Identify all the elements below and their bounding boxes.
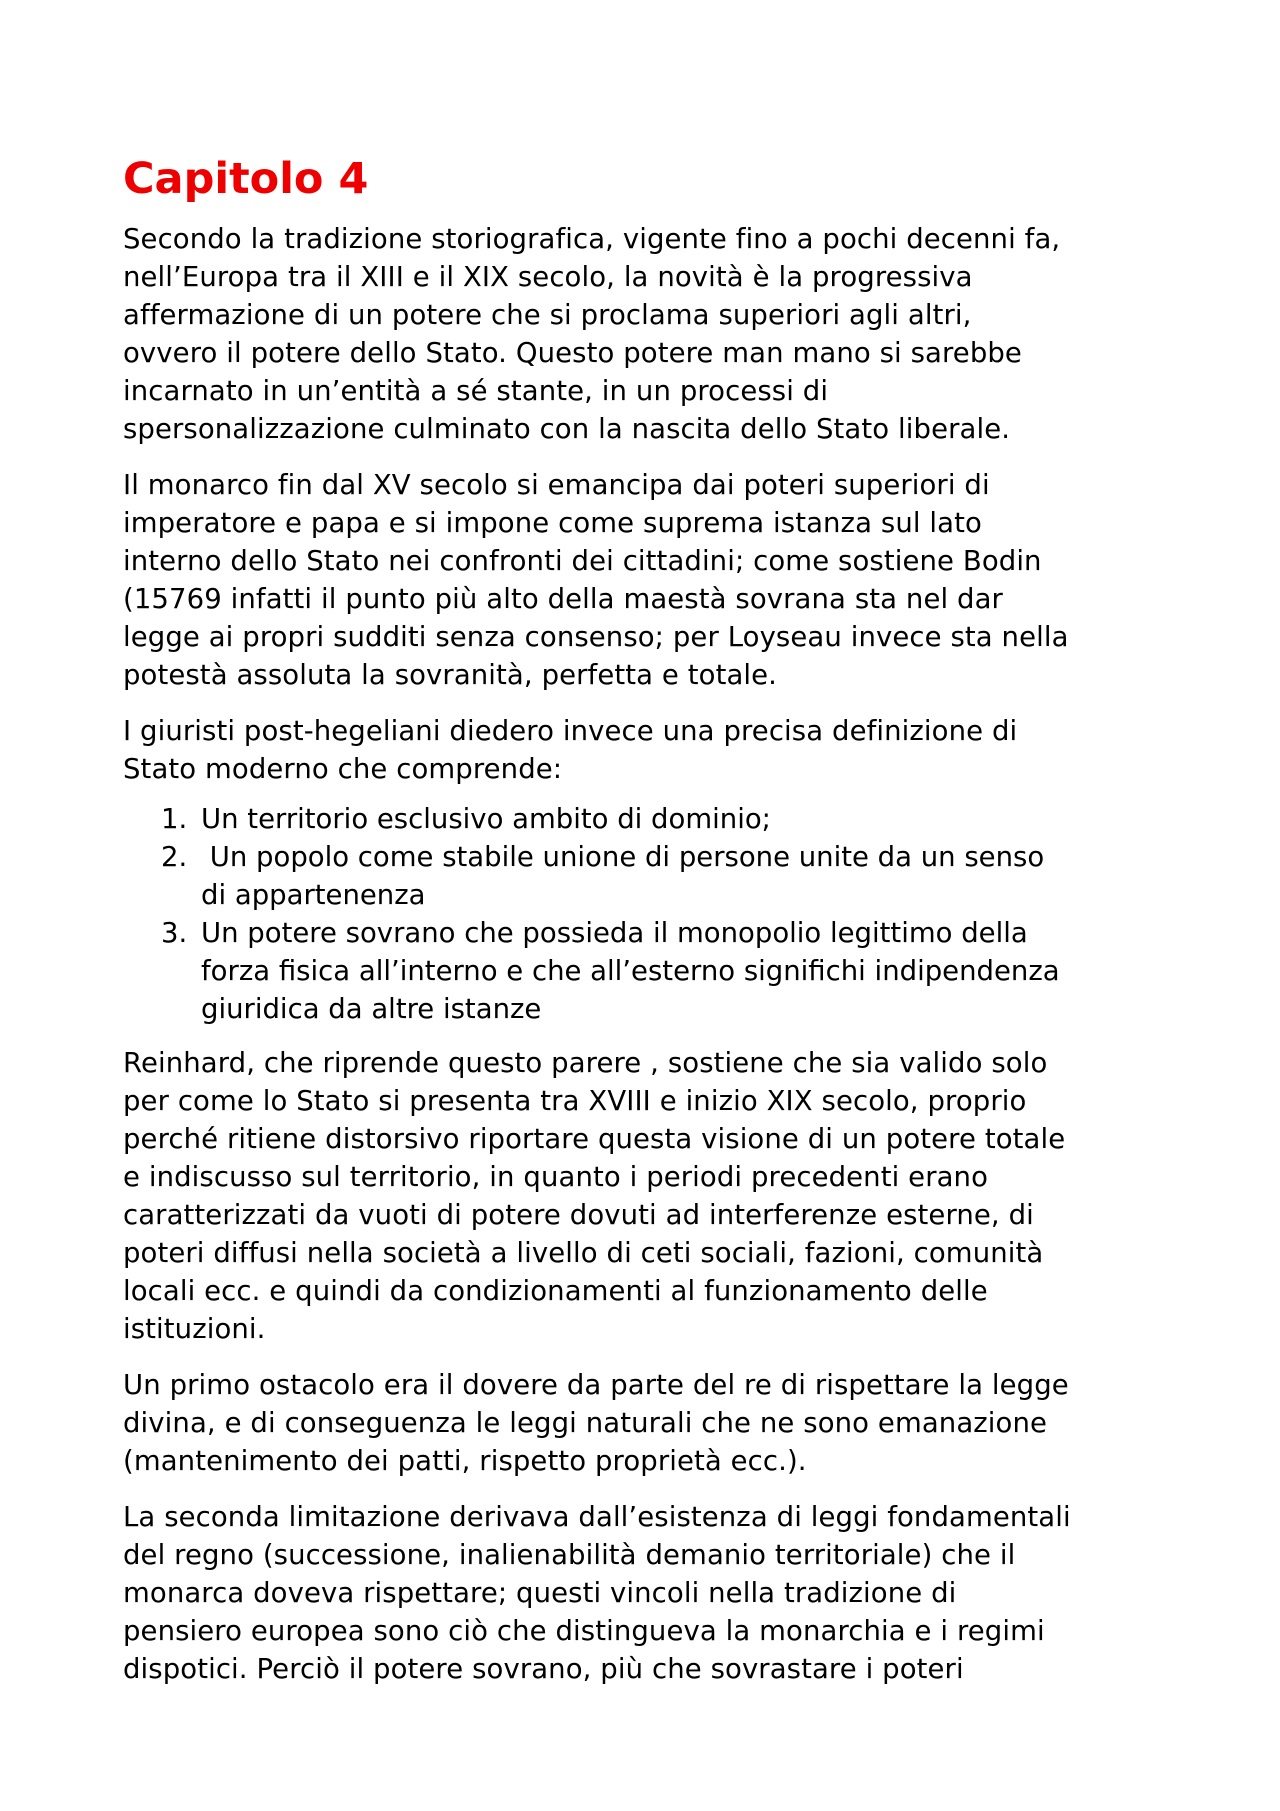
text-line: del regno (successione, inalienabilità demanio territoriale) che il	[123, 1539, 1016, 1571]
text-line: imperatore e papa e si impone come suprema istanza sul lato	[123, 507, 982, 539]
text-line: Il monarco fin dal XV secolo si emancipa dai poteri superiori di	[123, 469, 990, 501]
text-line: La seconda limitazione derivava dall’esistenza di leggi fondamentali	[123, 1501, 1071, 1533]
text-line: I giuristi post-hegeliani diedero invece una precisa definizione di	[123, 715, 1018, 747]
text-line: legge ai propri sudditi senza consenso; per Loyseau invece sta nella	[123, 621, 1069, 653]
list-number: 2.	[161, 841, 188, 873]
list-number: 1.	[161, 803, 188, 835]
text-line: e indiscusso sul territorio, in quanto i periodi precedenti erano	[123, 1161, 989, 1193]
text-line: poteri diffusi nella società a livello di ceti sociali, fazioni, comunità	[123, 1237, 1044, 1269]
paragraph-reinhard	[123, 1044, 1173, 1348]
text-line: Un popolo come stabile unione di persone unite da un senso	[201, 841, 1045, 873]
list-number: 3.	[161, 917, 188, 949]
text-line: Un primo ostacolo era il dovere da parte del re di rispettare la legge	[123, 1369, 1069, 1401]
paragraph-monarco	[123, 466, 1173, 694]
text-line: divina, e di conseguenza le leggi naturali che ne sono emanazione	[123, 1407, 1048, 1439]
text-line: (15769 infatti il punto più alto della maestà sovrana sta nel dar	[123, 583, 1003, 615]
text-line: Stato moderno che comprende:	[123, 753, 563, 785]
chapter-title: Capitolo 4	[123, 154, 369, 204]
text-line: monarca doveva rispettare; questi vincoli nella tradizione di	[123, 1577, 957, 1609]
text-line: interno dello Stato nei confronti dei cittadini; come sostiene Bodin	[123, 545, 1042, 577]
text-line: forza fisica all’interno e che all’esterno significhi indipendenza	[201, 955, 1060, 987]
text-line: locali ecc. e quindi da condizionamenti al funzionamento delle	[123, 1275, 988, 1307]
text-line: dispotici. Perciò il potere sovrano, più che sovrastare i poteri	[123, 1653, 964, 1685]
text-line: affermazione di un potere che si proclama superiori agli altri,	[123, 299, 972, 331]
text-line: Un potere sovrano che possieda il monopolio legittimo della	[201, 917, 1028, 949]
text-line: Secondo la tradizione storiografica, vigente fino a pochi decenni fa,	[123, 223, 1061, 255]
text-line: istituzioni.	[123, 1313, 266, 1345]
text-line: di appartenenza	[201, 879, 426, 911]
paragraph-giuristi	[123, 712, 1173, 788]
text-line: ovvero il potere dello Stato. Questo potere man mano si sarebbe	[123, 337, 1022, 369]
paragraph-primo-ostacolo	[123, 1366, 1173, 1480]
list-item	[123, 800, 1173, 838]
definition-list	[123, 800, 1173, 1028]
list-item	[123, 838, 1173, 914]
text-line: potestà assoluta la sovranità, perfetta e totale.	[123, 659, 778, 691]
text-line: caratterizzati da vuoti di potere dovuti ad interferenze esterne, di	[123, 1199, 1034, 1231]
text-line: giuridica da altre istanze	[201, 993, 542, 1025]
text-line: pensiero europea sono ciò che distingueva la monarchia e i regimi	[123, 1615, 1045, 1647]
paragraph-seconda-limitazione	[123, 1498, 1173, 1688]
text-line: Un territorio esclusivo ambito di dominio;	[201, 803, 771, 835]
text-line: incarnato in un’entità a sé stante, in un processi di	[123, 375, 829, 407]
text-line: spersonalizzazione culminato con la nascita dello Stato liberale.	[123, 413, 1011, 445]
document-page	[123, 150, 1173, 1706]
text-line: Reinhard, che riprende questo parere , sostiene che sia valido solo	[123, 1047, 1048, 1079]
list-item	[123, 914, 1173, 1028]
text-line: perché ritiene distorsivo riportare questa visione di un potere totale	[123, 1123, 1066, 1155]
text-line: (mantenimento dei patti, rispetto proprietà ecc.).	[123, 1445, 807, 1477]
text-line: per come lo Stato si presenta tra XVIII e inizio XIX secolo, proprio	[123, 1085, 1027, 1117]
paragraph-intro	[123, 220, 1173, 448]
text-line: nell’Europa tra il XIII e il XIX secolo, la novità è la progressiva	[123, 261, 973, 293]
